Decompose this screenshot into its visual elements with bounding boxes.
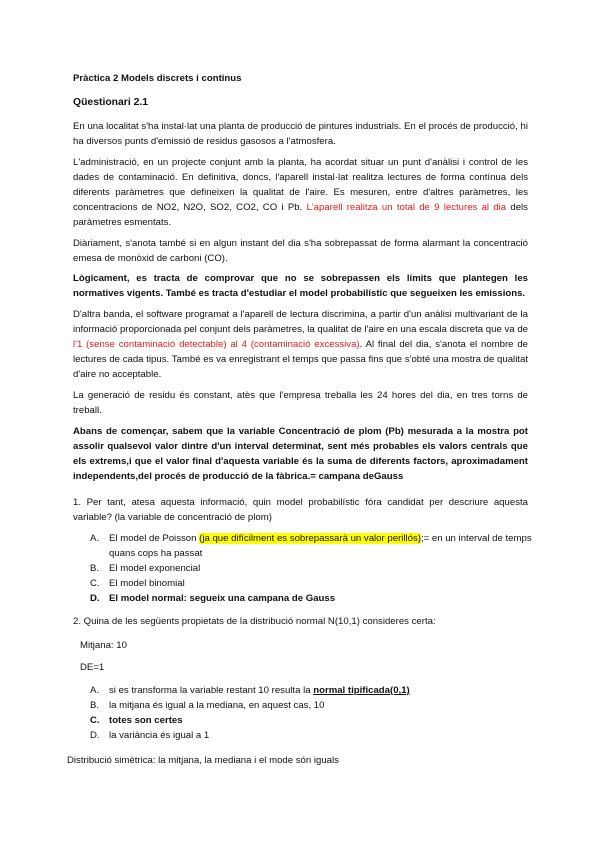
q2-option-a (0, 683, 600, 698)
q1-option-b-text: El model exponencial (109, 563, 201, 574)
doc-title: Pràctica 2 Models discrets i continus (73, 73, 242, 84)
q1-option-b (0, 561, 600, 576)
q1-option-a-highlight: (ja que difícilment es sobrepassarà un valor perillós) (199, 533, 421, 544)
paragraph-intro: En una localitat s'ha instal·lat una planta de producció de pintures industrials. En el procés de producció, hi ha diversos punts d'emissió de residus gasosos a l'atmosfera. (73, 121, 528, 147)
paragraph-software-text: D'altra banda, el software programat a l'aparell de lectura discrimina, a partir d'un anàlisi multivariant de la informació proporcionada pel conjunt dels paràmetres, la qualitat de l'aire en una escala discreta que va de (73, 309, 528, 335)
paragraph-software-end: . Al final del dia, s'anota el nombre de lectures de cada tipus. També es va enregistrant el temps que passa fins que s'obté una mostra de qualitat d'aire no acceptable. (73, 339, 528, 380)
q2-option-d-text: la variància és igual a 1 (109, 730, 210, 741)
paragraph-software (73, 307, 528, 382)
paragraph-daily: Diàriament, s'anota també si en algun instant del dia s'ha sobrepassat de forma alarmant la concentració emesa de monòxid de carboni (CO). (73, 238, 528, 264)
q2-option-b-label: B. (90, 700, 100, 711)
q2-option-d (0, 728, 600, 743)
q1-option-a (0, 531, 600, 561)
doc-subtitle: Qüestionari 2.1 (73, 97, 149, 108)
footer-note: Distribució simètrica: la mitjana, la mediana i el mode són iguals (67, 755, 339, 766)
q1-option-d-label: D. (90, 593, 100, 604)
paragraph-generation: La generació de residu és constant, atès que l'empresa treballa les 24 hores del dia, en tres torns de treball. (73, 390, 528, 416)
q1-option-b-label: B. (90, 563, 100, 574)
q2-mean: Mitjana: 10 (80, 640, 127, 651)
paragraph-software-scale: l'1 (sense contaminació detectable) al 4 (contaminació excessiva) (73, 339, 360, 350)
q1-option-d (0, 591, 600, 606)
q2-option-d-label: D. (90, 730, 100, 741)
paragraph-administration (73, 155, 528, 230)
q1-option-c-text: El model binomial (109, 578, 185, 589)
q1-option-d-text: El model normal: segueix una campana de Gauss (109, 593, 336, 604)
q2-option-c-label: C. (90, 715, 100, 726)
q1-option-a-text (109, 531, 533, 561)
q2-option-c (0, 713, 600, 728)
question-1: 1. Per tant, atesa aquesta informació, quin model probabilístic fóra candidat per descriure aquesta variable? (la variable de concentració de plom) (73, 497, 528, 523)
q1-option-c-label: C. (90, 578, 100, 589)
q1-option-a-label: A. (90, 533, 100, 544)
paragraph-before-start: Abans de començar, sabem que la variable Concentració de plom (Pb) mesurada a la mostra pot assolir qualsevol valor dintre d'un interval determinat, sent més probables els valors centrals que els extrems,i que el valor final d'aquesta variable és la suma de diferents factors, aproximadament independents,del procés de producció de la fàbrica.= campana deGauss (73, 426, 528, 482)
q2-option-c-text: totes son certes (109, 715, 183, 726)
paragraph-administration-end: dels paràmetres esmentats. (73, 202, 528, 228)
question-2: 2. Quina de les següents propietats de la distribució normal N(10,1) consideres certa: (73, 616, 436, 627)
paragraph-administration-text: L'administració, en un projecte conjunt amb la planta, ha acordat situar un punt d'anàlisi i control de les dades de contaminació. En definitiva, doncs, l'aparell instal·lat realitza lectures de forma contínua dels diferents paràmetres que defineixen la qualitat de l'aire. Es mesuren, entre d'altres paràmetres, les concentracions de NO2, N2O, SO2, CO2, CO i Pb. (73, 157, 528, 213)
q1-option-a-end: ;= en un interval de temps quans cops ha passat (109, 533, 532, 559)
q2-option-a-text (109, 683, 533, 698)
q2-option-a-label: A. (90, 685, 100, 696)
q1-option-a-main: El model de Poisson (109, 533, 200, 544)
q1-option-c (0, 576, 600, 591)
paragraph-logic: Lògicament, es tracta de comprovar que no se sobrepassen els límits que plantegen les normatives vigents. També es tracta d'estudiar el model probabilístic que segueixen les emissions. (73, 273, 528, 299)
q2-sd: DE=1 (80, 662, 105, 673)
q2-option-a-main: si es transforma la variable restant 10 resulta la (109, 685, 314, 696)
paragraph-administration-highlight: L'aparell realitza un total de 9 lectures al dia (306, 202, 507, 213)
q2-option-a-underlined: normal tipificada(0,1) (313, 685, 410, 696)
q2-option-b-text: la mitjana és igual a la mediana, en aquest cas, 10 (109, 700, 325, 711)
q2-option-b (0, 698, 600, 713)
